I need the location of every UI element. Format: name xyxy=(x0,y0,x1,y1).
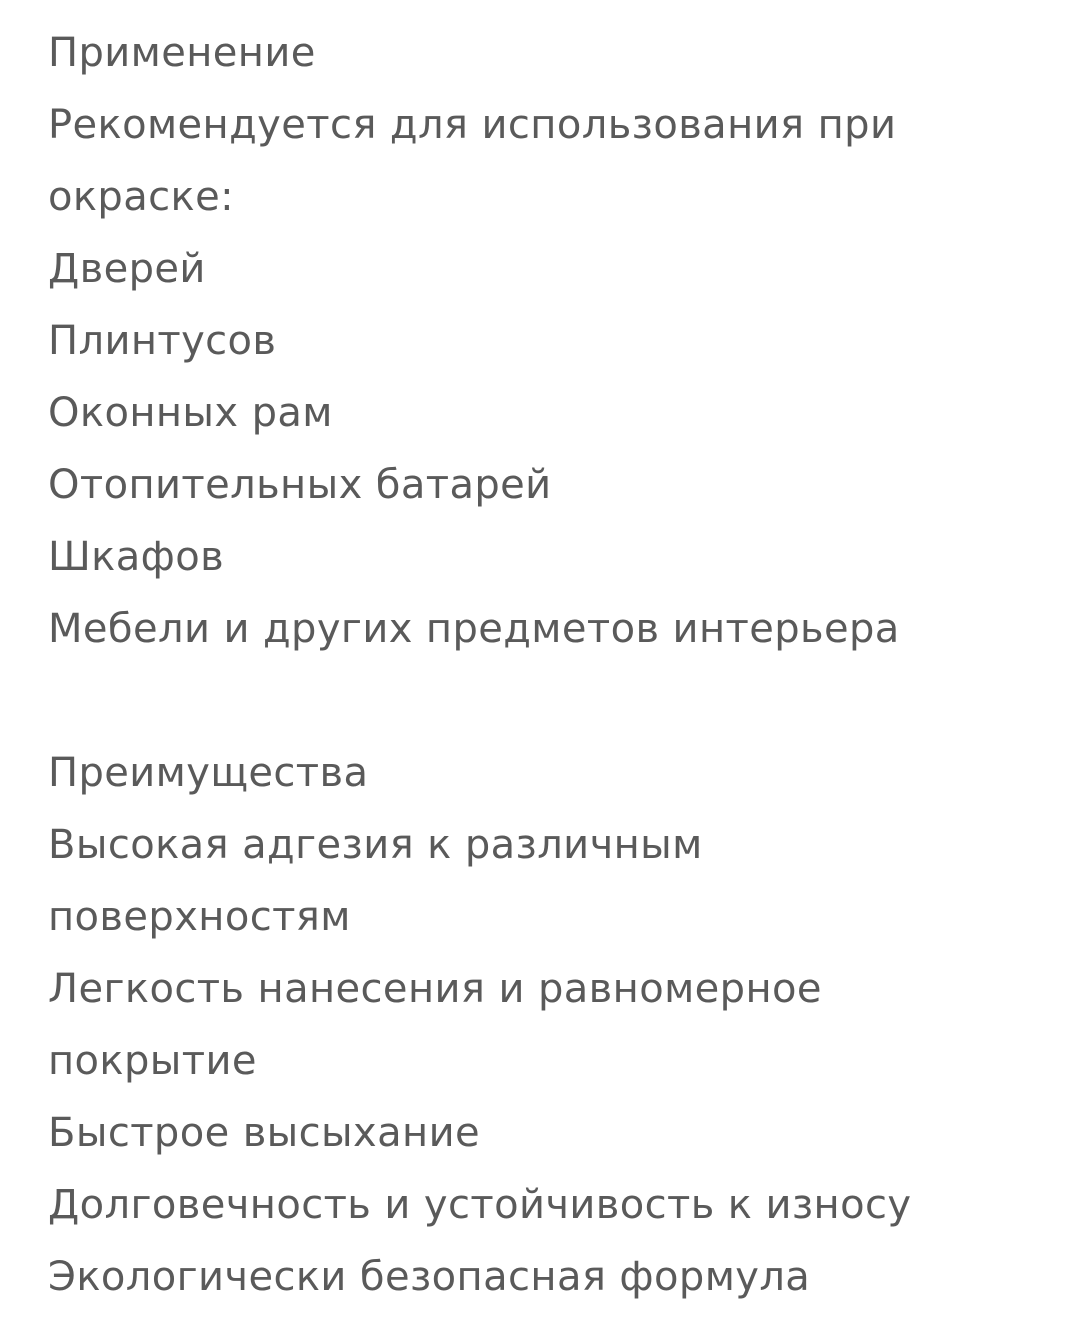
product-description xyxy=(48,17,1048,1313)
advantage-item: Экологически безопасная формула xyxy=(48,1254,811,1300)
application-item: Оконных рам xyxy=(48,390,333,436)
section-spacer xyxy=(48,665,1048,737)
application-item: Дверей xyxy=(48,246,206,292)
advantage-item: Легкость нанесения и равномерное xyxy=(48,966,822,1012)
application-intro-line2: окраске: xyxy=(48,174,234,220)
advantage-item: поверхностям xyxy=(48,894,351,940)
application-item: Мебели и других предметов интерьера xyxy=(48,606,900,652)
application-item: Отопительных батарей xyxy=(48,462,552,508)
advantage-item: Долговечность и устойчивость к износу xyxy=(48,1182,912,1228)
application-item: Плинтусов xyxy=(48,318,277,364)
advantage-item: Быстрое высыхание xyxy=(48,1110,480,1156)
application-heading: Применение xyxy=(48,30,316,76)
advantage-item: покрытие xyxy=(48,1038,257,1084)
advantage-item: Высокая адгезия к различным xyxy=(48,822,703,868)
advantages-heading: Преимущества xyxy=(48,750,369,796)
application-intro-line1: Рекомендуется для использования при xyxy=(48,102,897,148)
application-item: Шкафов xyxy=(48,534,225,580)
